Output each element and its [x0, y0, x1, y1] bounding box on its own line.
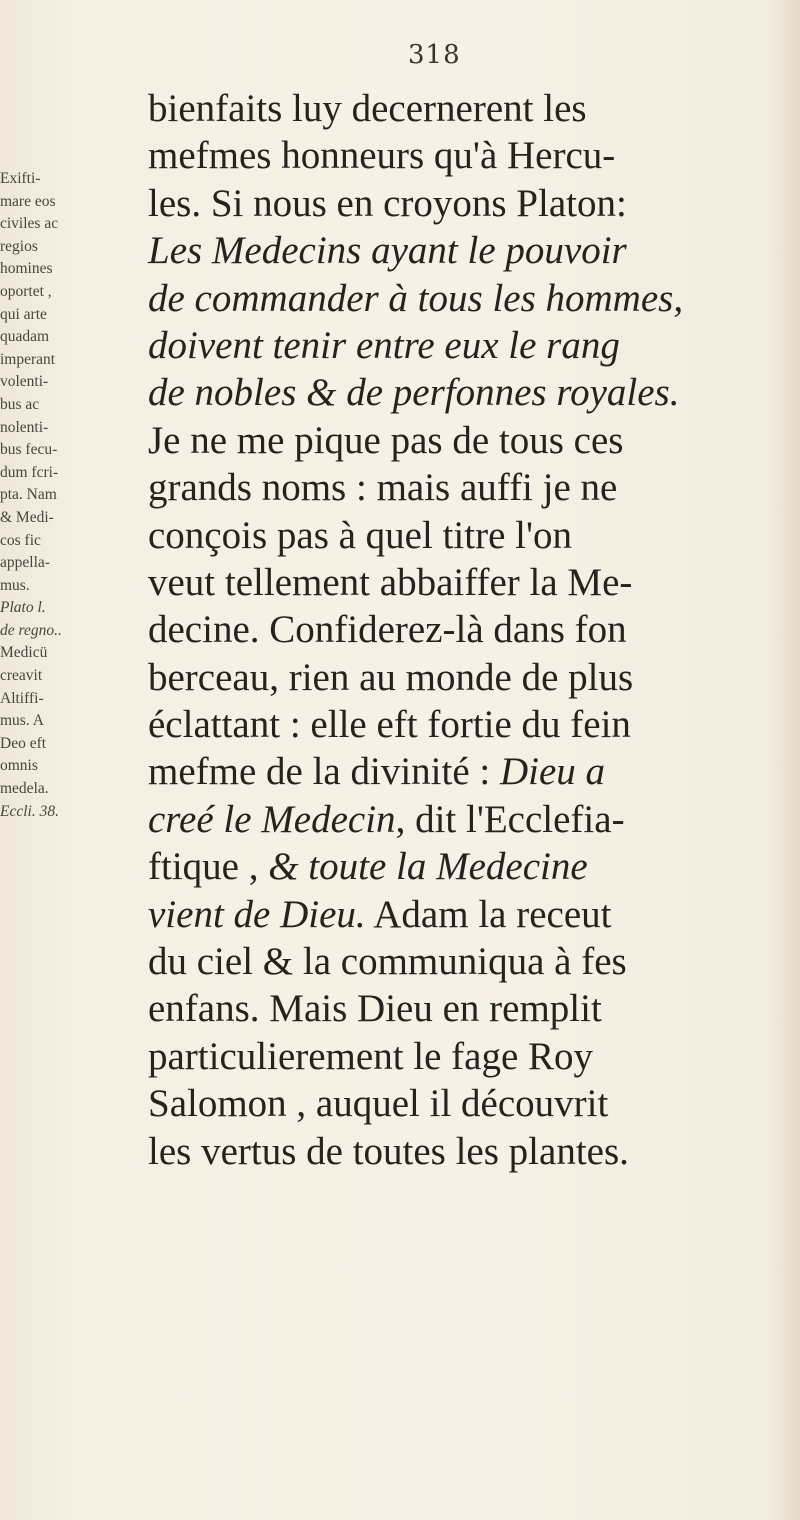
text-line [148, 512, 788, 559]
italic-text-segment: Les Medecins ayant le pouvoir [148, 229, 627, 273]
text-line [148, 1080, 788, 1127]
text-segment: les vertus de toutes les plantes. [148, 1129, 629, 1173]
text-line [148, 891, 788, 938]
margin-note-line: Eccli. 38. [0, 802, 59, 820]
text-line [148, 938, 788, 985]
margin-note-line: nolenti- [0, 418, 49, 436]
text-line [148, 843, 788, 890]
page-number: 318 [408, 40, 461, 70]
text-line [148, 985, 788, 1032]
text-segment: , dit l'Ecclefia- [395, 797, 625, 841]
text-segment: Adam la receut [365, 892, 612, 936]
text-segment: Je ne me pique pas de tous ces [148, 418, 624, 462]
margin-note-line: oportet , [0, 282, 52, 300]
text-segment: particulierement le fage Roy [148, 1034, 594, 1078]
text-line [148, 1128, 788, 1175]
margin-note-line: appella- [0, 554, 50, 572]
text-line [148, 85, 788, 132]
text-segment: éclattant : elle eft fortie du fein [148, 703, 631, 747]
margin-note-line: & Medi- [0, 508, 54, 526]
text-line [148, 417, 788, 464]
text-line [148, 322, 788, 369]
text-line [148, 748, 788, 795]
margin-note-line: homines [0, 260, 53, 278]
margin-note-line: Altiffi- [0, 689, 44, 707]
text-segment: mefmes honneurs qu'à Hercu- [148, 134, 616, 178]
text-segment: berceau, rien au monde de plus [148, 655, 634, 699]
text-line [148, 227, 788, 274]
margin-note-line: imperant [0, 350, 56, 368]
margin-note-line: bus ac [0, 395, 40, 413]
text-segment: Salomon , auquel il découvrit [148, 1082, 609, 1126]
text-line [148, 1033, 788, 1080]
italic-text-segment: & toute la Medecine [268, 845, 588, 889]
text-line [148, 559, 788, 606]
italic-text-segment: creé le Medecin [148, 797, 396, 841]
margin-note-line: de regno.. [0, 621, 62, 639]
margin-note-line: Deo eft [0, 734, 47, 752]
text-line [148, 132, 788, 179]
margin-note-line: Exifti- [0, 170, 41, 187]
text-line [148, 701, 788, 748]
body-text [148, 85, 788, 1175]
text-line [148, 464, 788, 511]
margin-note-line: pta. Nam [0, 486, 57, 504]
italic-text-segment: de nobles & de perfonnes royales. [148, 371, 680, 415]
text-segment: grands noms : mais auffi je ne [148, 466, 618, 510]
text-line [148, 606, 788, 653]
margin-note-line: mus. A [0, 712, 44, 730]
margin-note-line: bus fecu- [0, 441, 58, 459]
margin-note-line: Medicü [0, 644, 48, 662]
text-line [148, 796, 788, 843]
text-segment: veut tellement abbaiffer la Me- [148, 560, 633, 604]
margin-note-line: mus. [0, 576, 30, 594]
margin-note-line: qui arte [0, 305, 47, 323]
text-line [148, 180, 788, 227]
text-segment: decine. Confiderez-là dans fon [148, 608, 627, 652]
text-segment: mefme de la divinité : [148, 750, 500, 794]
margin-note-line: mare eos [0, 192, 56, 210]
italic-text-segment: Dieu a [499, 750, 606, 794]
margin-note-line: omnis [0, 757, 38, 775]
margin-note-line: cos fic [0, 531, 41, 549]
margin-note-line: medela. [0, 780, 49, 798]
text-line [148, 369, 788, 416]
margin-note-line: volenti- [0, 373, 49, 391]
margin-note-line: dum fcri- [0, 463, 59, 481]
margin-note-line: regios [0, 237, 38, 255]
margin-note-line: creavit [0, 667, 43, 685]
text-segment: bienfaits luy decernerent les [148, 87, 587, 130]
text-line [148, 275, 788, 322]
text-segment: les. Si nous en croyons Platon: [148, 181, 627, 225]
margin-note-line: Plato l. [0, 599, 46, 617]
italic-text-segment: vient de Dieu. [148, 892, 366, 936]
text-segment: enfans. Mais Dieu en remplit [148, 987, 602, 1031]
text-line [148, 654, 788, 701]
margin-notes [0, 168, 100, 823]
text-segment: conçois pas à quel titre l'on [148, 513, 572, 557]
margin-note-line: civiles ac [0, 215, 59, 233]
text-segment: du ciel & la communiqua à fes [148, 940, 627, 984]
margin-note-line: quadam [0, 328, 50, 346]
italic-text-segment: de commander à tous les hommes, [148, 276, 684, 320]
italic-text-segment: doivent tenir entre eux le rang [148, 323, 620, 367]
text-segment: ftique , [148, 845, 269, 889]
